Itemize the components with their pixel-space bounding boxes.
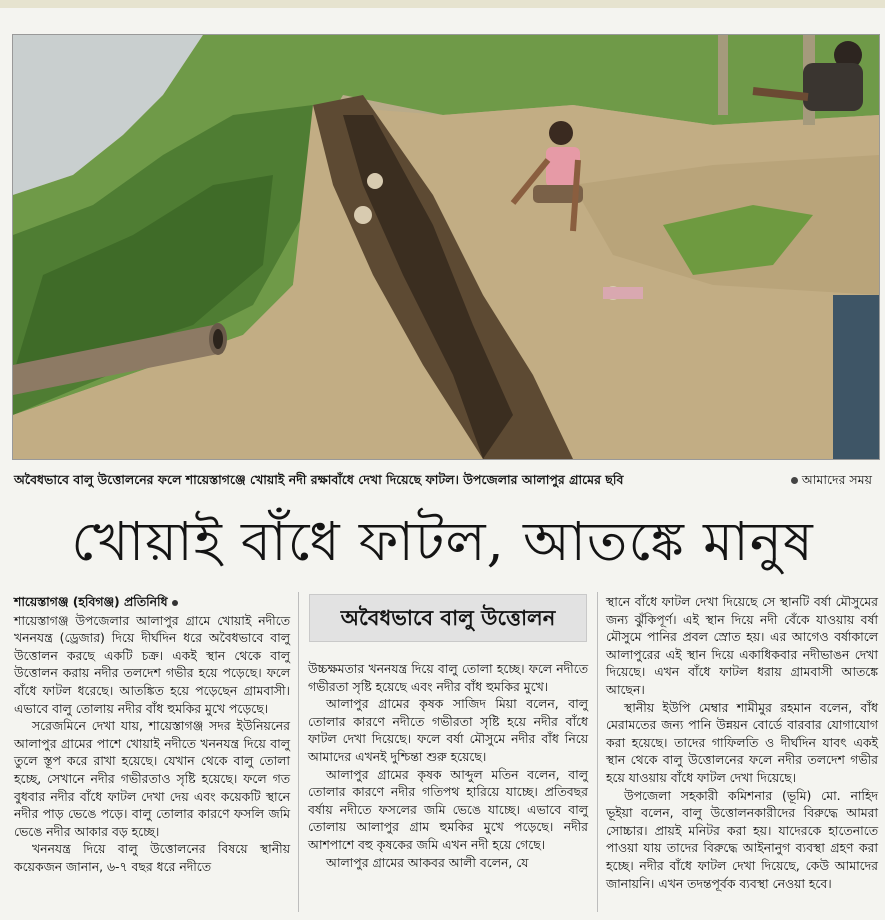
- paragraph: খননযন্ত্র দিয়ে বালু উত্তোলনের বিষয়ে স্থানীয় কয়েকজন জানান, ৬-৭ বছর ধরে নদীতে: [14, 841, 290, 874]
- article-column-1: [14, 593, 290, 876]
- paragraph: শায়েস্তাগঞ্জ উপজেলার আলাপুর গ্রামে খোয়াই নদীতে খননযন্ত্র (ড্রেজার) দিয়ে দীর্ঘদিন ধরে অবৈধভাবে বালু উত্তোলন করছে একটি চক্র। একই স্থান থেকে বালু উত্তোলন করায় নদীর তলদেশ গভীর হয়ে পড়েছে। ফলে বাঁধে ফাটল ধরেছে। আতঙ্কিত হয়ে পড়েছেন গ্রামবাসী। এভাবে বালু তোলায় নদীর বাঁধ হুমকির মুখে পড়েছে।: [14, 612, 290, 716]
- news-photo: [12, 34, 880, 460]
- column-divider-1: [298, 592, 299, 912]
- column-divider-2: [597, 592, 598, 912]
- paragraph: স্থানীয় ইউপি মেম্বার শামীমুর রহমান বলেন, বাঁধ মেরামতের জন্য পানি উন্নয়ন বোর্ডে বারবার যোগাযোগ করা হয়েছে। তাদের গাফিলতি ও দীর্ঘদিন যাবৎ একই স্থান থেকে বালু উত্তোলনের ফলে নদীর তলদেশ গভীর হয়ে যাওয়ায় বাঁধে ফাটল দেখা দিয়েছে।: [606, 699, 878, 785]
- bullet-icon: [172, 600, 178, 606]
- byline: [14, 593, 290, 611]
- paragraph: আলাপুর গ্রামের কৃষক সাজিদ মিয়া বলেন, বালু তোলার কারণে নদীতে গভীরতা সৃষ্টি হয়ে নদীর বাঁধে ফাটল দেখা দিয়েছে। ফলে বর্ষা মৌসুমে নদীর বাঁধ নিয়ে আমাদের এখনই দুশ্চিন্তা শুরু হয়েছে।: [308, 696, 588, 764]
- paragraph: উপজেলা সহকারী কমিশনার (ভূমি) মো. নাহিদ ভূইয়া বলেন, বালু উত্তোলনকারীদের বিরুদ্ধে আমরা সোচ্চার। প্রায়ই মনিটর করা হয়। যাদেরকে হাতেনাতে পাওয়া যায় তাদের বিরুদ্ধে আইনানুগ ব্যবস্থা গ্রহণ করা হচ্ছে। নদীর বাঁধে ফাটল দেখা দিয়েছে, কেউ আমাদের জানায়নি। এখন তদন্তপূর্বক ব্যবস্থা নেওয়া হবে।: [606, 787, 878, 891]
- photo-caption: অবৈধভাবে বালু উত্তোলনের ফলে শায়েস্তাগঞ্জে খোয়াই নদী রক্ষাবাঁধে দেখা দিয়েছে ফাটল। উপজেলার আলাপুর গ্রামের ছবি: [14, 472, 624, 487]
- article-column-2: [308, 660, 588, 871]
- paragraph: সরেজমিনে দেখা যায়, শায়েস্তাগঞ্জ সদর ইউনিয়নের আলাপুর গ্রামের পাশে খোয়াই নদীতে খননযন্ত্র দিয়ে বালু তুলে স্তূপ করে রাখা হয়েছে। যেখান থেকে বালু তোলা হচ্ছে, সেখানে নদীর গভীরতাও সৃষ্টি হয়েছে। ফলে গত বুধবার নদীর বাঁধে ফাটল দেখা দেয় এবং কয়েকটি স্থানে নদীর পাড় ভেঙে পড়ে। বালু তোলার কারণে ফসলি জমি ভেঙে নদীর আকার বড় হচ্ছে।: [14, 718, 290, 839]
- paragraph: আলাপুর গ্রামের কৃষক আব্দুল মতিন বলেন, বালু তোলার কারণে নদীর গতিপথ হারিয়ে যাচ্ছে। প্রতিবছর বর্ষায় নদীতে ফসলের জমি ভেঙে যাচ্ছে। এভাবে বালু তোলায় আলাপুর গ্রাম হুমকির মুখে পড়েছে। নদীর আশপাশে বহু কৃষকের জমি এখন নদী হয়ে গেছে।: [308, 766, 588, 852]
- kicker-box: অবৈধভাবে বালু উত্তোলন: [309, 594, 587, 642]
- headline: খোয়াই বাঁধে ফাটল, আতঙ্কে মানুষ: [71, 510, 814, 573]
- bullet-icon: [791, 477, 798, 484]
- top-band: [0, 0, 885, 8]
- photo-caption-bar: [14, 470, 876, 490]
- paragraph: স্থানে বাঁধে ফাটল দেখা দিয়েছে সে স্থানটি বর্ষা মৌসুমের জন্য ঝুঁকিপূর্ণ। এই স্থান দিয়ে নদী বেঁকে যাওয়ায় বর্ষা মৌসুমে পানির প্রবল স্রোত হয়। এর আগেও বর্ষাকালে আলাপুরের এই স্থান দিয়ে একাধিকবার নদীভাঙন দেখা দিয়েছে। এখন বাঁধে ফাটল ধরায় গ্রামবাসী আতঙ্কে আছেন।: [606, 594, 878, 697]
- paragraph: উচ্চক্ষমতার খননযন্ত্র দিয়ে বালু তোলা হচ্ছে। ফলে নদীতে গভীরতা সৃষ্টি হয়েছে এবং নদীর বাঁধ হুমকির মুখে।: [308, 661, 588, 694]
- riverbank-photo: [13, 35, 879, 459]
- photo-credit-text: আমাদের সময়: [801, 472, 872, 487]
- byline-text: শায়েস্তাগঞ্জ (হবিগঞ্জ) প্রতিনিধি: [14, 594, 168, 609]
- article-column-3: [606, 593, 878, 892]
- paragraph: আলাপুর গ্রামের আকবর আলী বলেন, যে: [326, 854, 529, 870]
- photo-credit: [791, 470, 872, 490]
